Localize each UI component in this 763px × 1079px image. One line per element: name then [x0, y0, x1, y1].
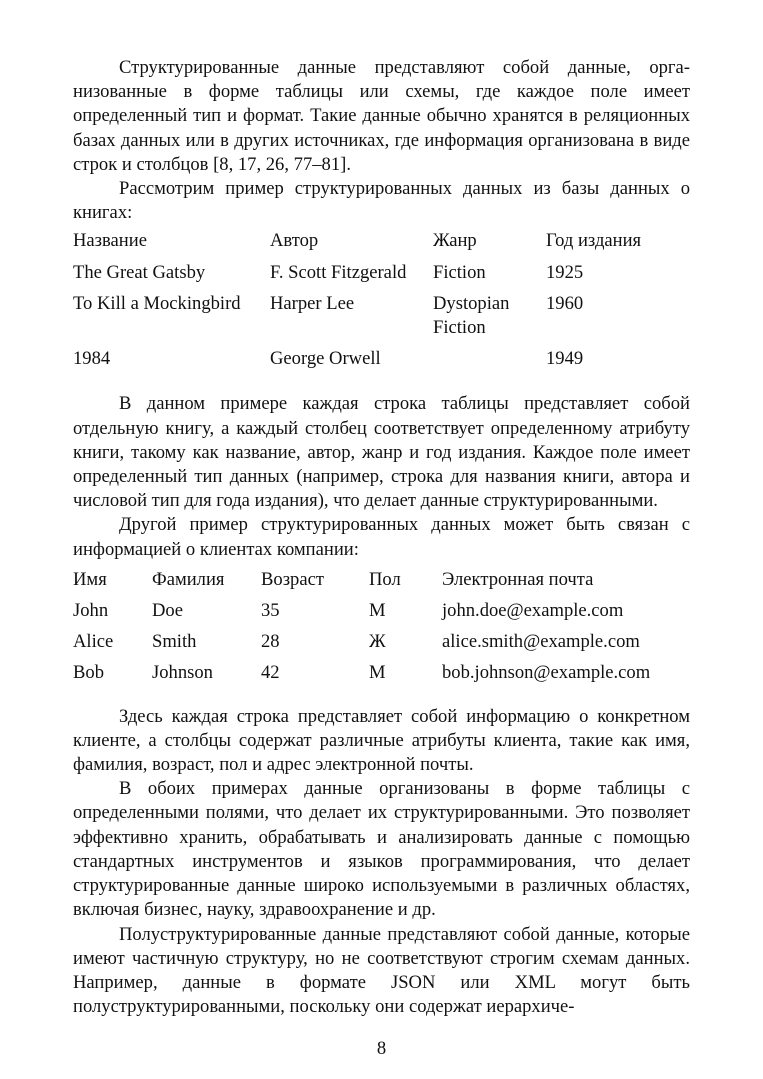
- book-title-cell: The Great Gatsby: [73, 261, 206, 283]
- client-age-cell: 35: [261, 600, 280, 622]
- client-age-cell: 28: [261, 631, 280, 653]
- book-year-cell: 1949: [546, 348, 584, 370]
- clients-header-gender: Пол: [369, 568, 401, 590]
- client-gender-cell: М: [369, 600, 386, 622]
- clients-header-email: Электронная почта: [442, 568, 594, 590]
- client-last-name-cell: Smith: [152, 631, 197, 653]
- paragraph-both-examples: В обоих примерах данные организованы в форме таблицы с определенными полями, что делает их структурированными. Это позволяет эффективно хранить, обрабатывать и анализировать данные с помощью стандартных инструментов и языков программирования, что делает структурированные данные широко используемыми в различных областях, включая бизнес, науку, здравоохранение и др.: [73, 778, 690, 921]
- clients-table: [73, 568, 690, 693]
- book-year-cell: 1960: [546, 292, 584, 314]
- paragraph-clients-explanation: Здесь каждая строка представляет собой информацию о конкретном клиенте, а столбцы содержат различные атрибуты клиента, такие как имя, фамилия, возраст, пол и адрес электронной почты.: [73, 705, 690, 776]
- paragraph-books-intro: Рассмотрим пример структурированных данных из базы данных о книгах:: [73, 178, 690, 224]
- clients-table-header-row: [73, 568, 690, 599]
- client-age-cell: 42: [261, 662, 280, 684]
- client-last-name-cell: Doe: [152, 600, 183, 622]
- book-title-cell: To Kill a Mockingbird: [73, 292, 241, 314]
- book-author-cell: George Orwell: [270, 348, 381, 370]
- table-row: [73, 292, 690, 347]
- table-row: [73, 630, 690, 661]
- books-table-header-row: [73, 229, 690, 260]
- paragraph-semistructured-definition: Полуструктурированные данные представляют собой данные, которые имеют частичную структуру, но не соответствуют строгим схемам данных. Например, данные в формате JSON или XML могут быть полуструктурированными, поскольку они содержат иерархиче-: [73, 923, 690, 1018]
- clients-header-first-name: Имя: [73, 568, 107, 590]
- table-row: [73, 261, 690, 292]
- books-table: [73, 229, 690, 378]
- page-content: [73, 56, 690, 1019]
- books-header-year: Год издания: [546, 230, 642, 252]
- book-title-cell: 1984: [73, 348, 111, 370]
- book-genre-cell: Dystopian Fiction: [433, 292, 510, 339]
- table-row: [73, 347, 690, 378]
- client-first-name-cell: Alice: [73, 631, 114, 653]
- book-genre-cell: Fiction: [433, 261, 486, 283]
- table-row: [73, 599, 690, 630]
- paragraph-structured-definition: Структурированные данные представляют собой данные, организованные в форме таблицы или схемы, где каждое поле имеет определенный тип и формат. Такие данные обычно хранятся в реляционных базах данных или в других источниках, где информация организована в виде строк и столбцов [8, 17, 26, 77–81].: [73, 57, 690, 175]
- book-genre-cell: [433, 347, 546, 378]
- books-header-title: Название: [73, 230, 147, 252]
- book-author-cell: F. Scott Fitzgerald: [270, 261, 407, 283]
- client-first-name-cell: John: [73, 600, 109, 622]
- paragraph-books-explanation: В данном примере каждая строка таблицы представляет собой отдельную книгу, а каждый столбец соответствует определенному атрибуту книги, такому как название, автор, жанр и год издания. Каждое поле имеет определенный тип данных (например, строка для названия книги, автора и числовой тип для года издания), что делает данные структурированными.: [73, 393, 690, 512]
- clients-header-last-name: Фамилия: [152, 568, 225, 590]
- books-header-genre: Жанр: [433, 230, 477, 252]
- clients-header-age: Возраст: [261, 568, 324, 590]
- table-row: [73, 661, 690, 692]
- books-header-author: Автор: [270, 230, 319, 252]
- client-email-cell: alice.smith@example.com: [442, 631, 640, 653]
- client-first-name-cell: Bob: [73, 662, 104, 684]
- client-gender-cell: Ж: [369, 631, 386, 653]
- client-email-cell: john.doe@example.com: [442, 600, 624, 622]
- page-number: 8: [376, 1038, 387, 1059]
- client-email-cell: bob.johnson@example.com: [442, 662, 651, 684]
- book-year-cell: 1925: [546, 261, 584, 283]
- client-last-name-cell: Johnson: [152, 662, 213, 684]
- client-gender-cell: М: [369, 662, 386, 684]
- paragraph-clients-intro: Другой пример структурированных данных может быть связан с информацией о клиентах компании:: [73, 514, 690, 560]
- book-author-cell: Harper Lee: [270, 292, 355, 314]
